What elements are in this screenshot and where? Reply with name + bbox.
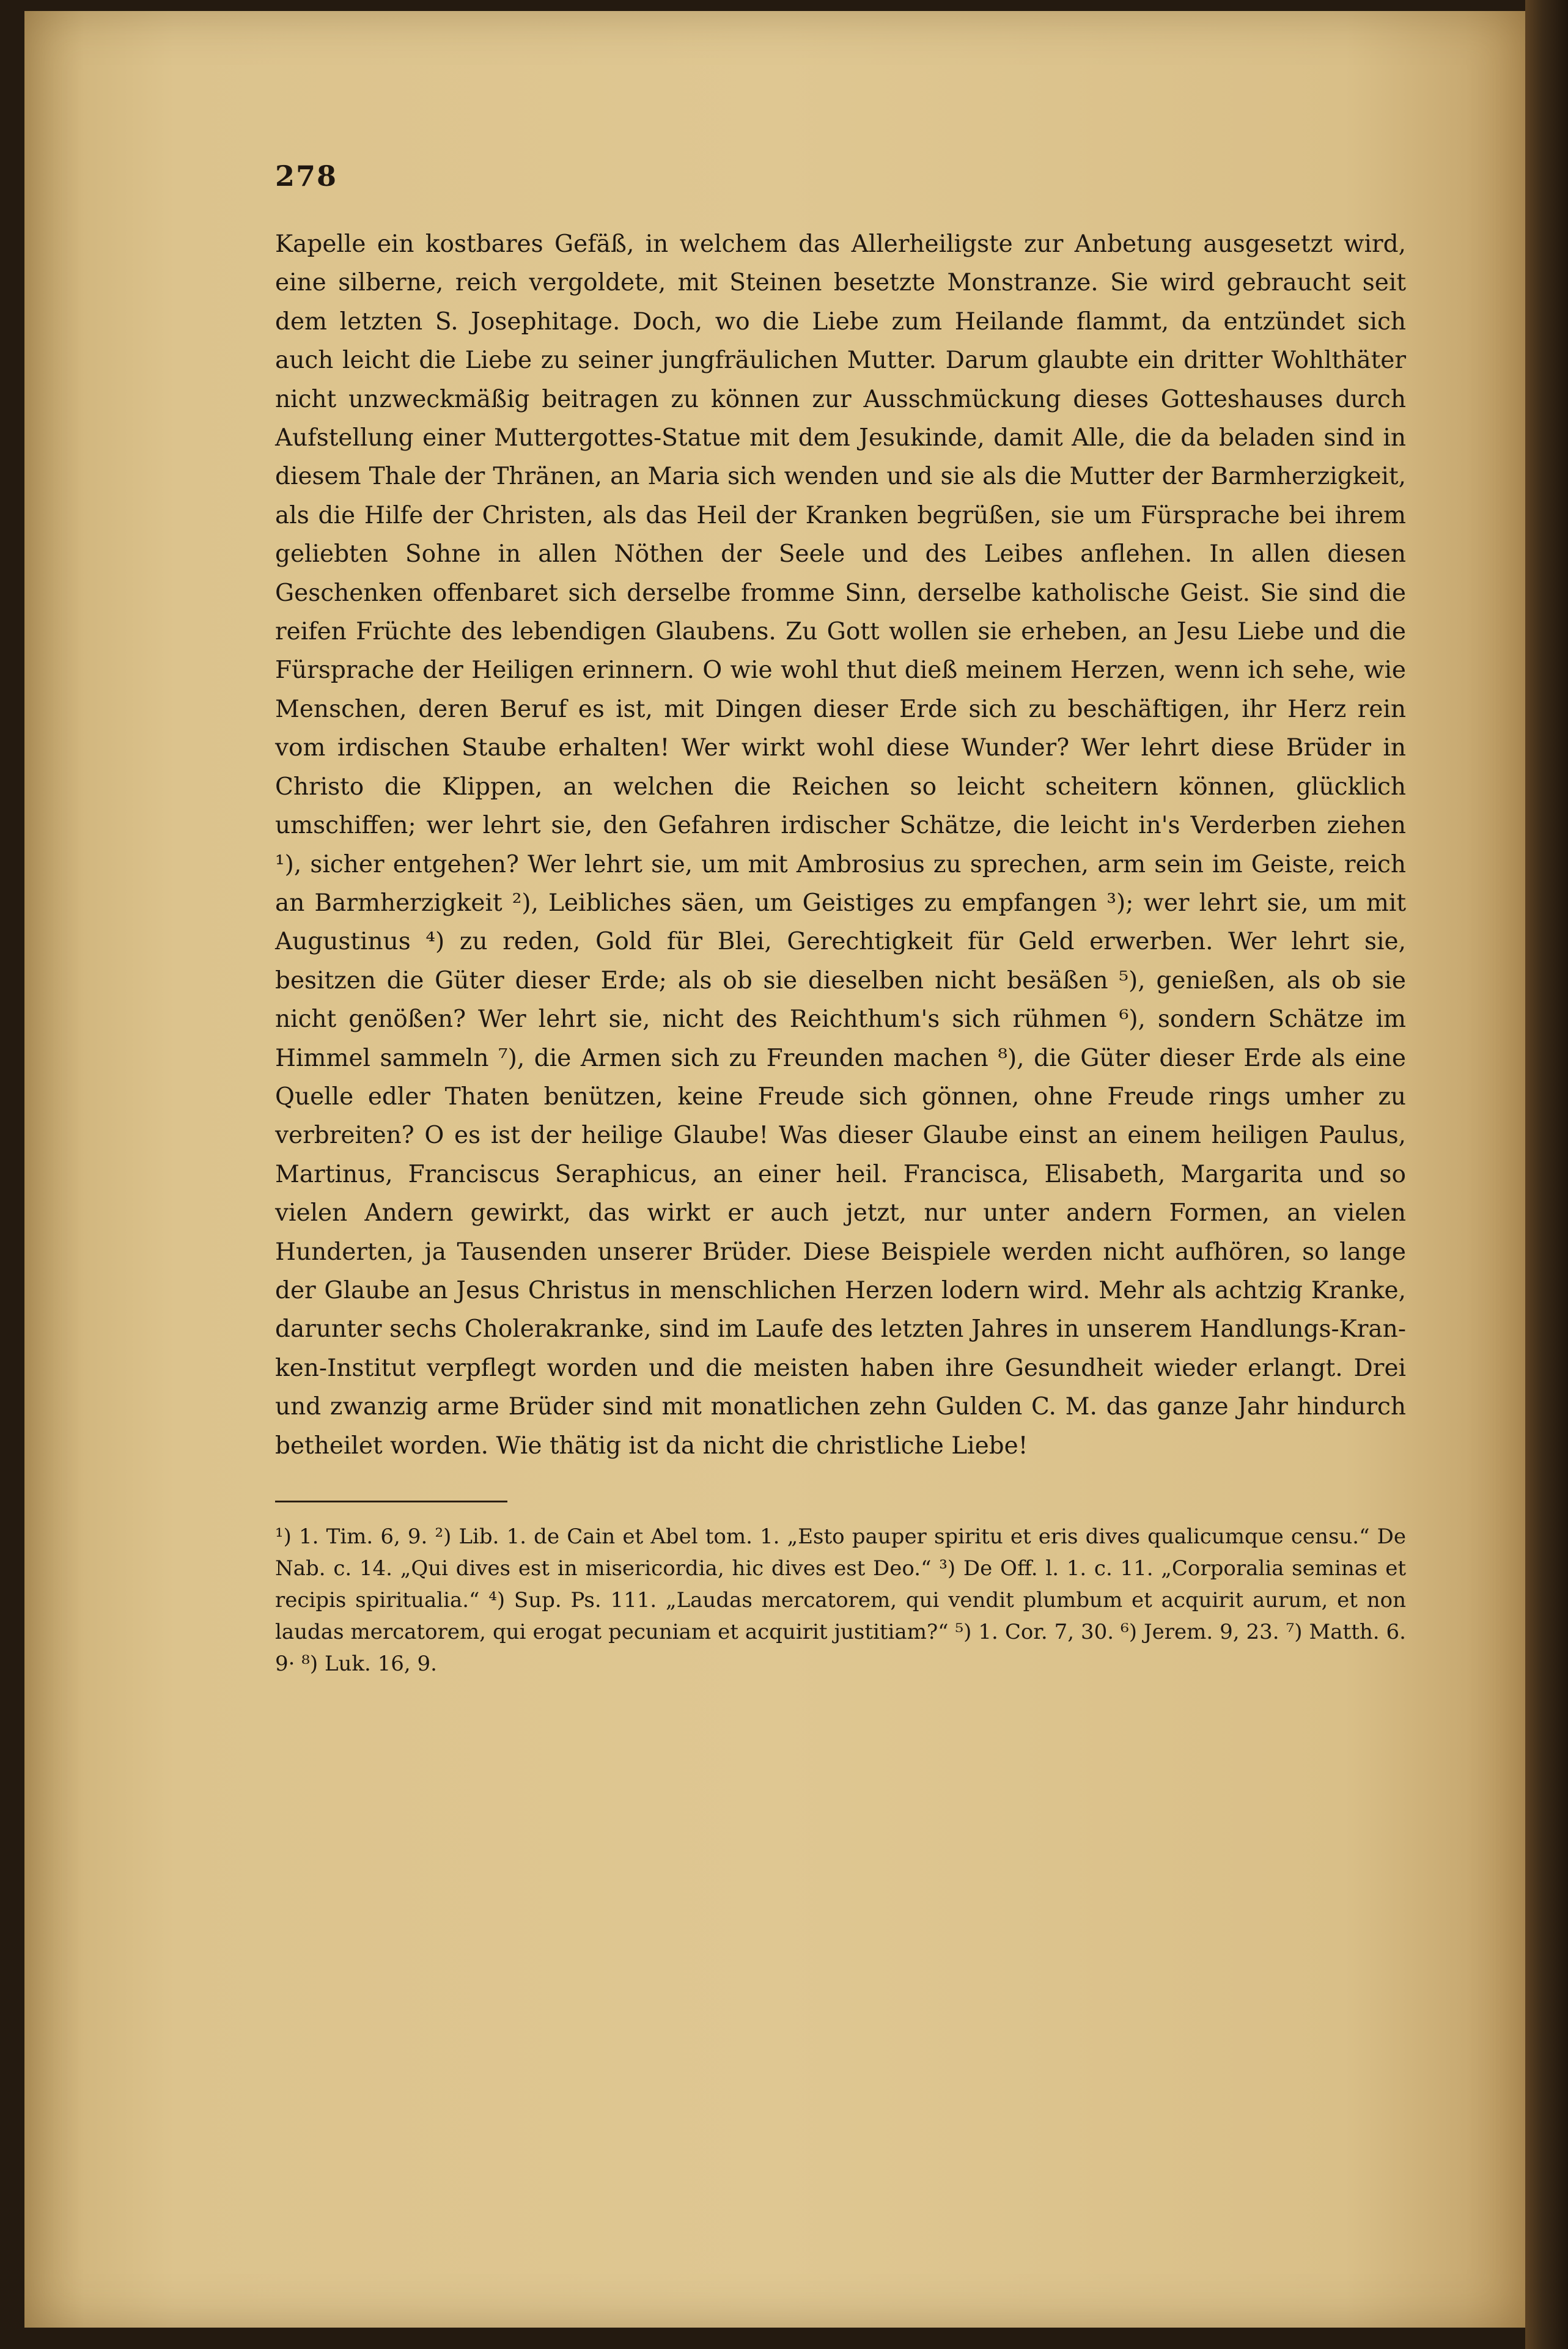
book-edge [1525, 0, 1568, 2349]
page-content [275, 158, 1406, 1680]
footnotes: ¹) 1. Tim. 6, 9. ²) Lib. 1. de Cain et Abel tom. 1. „Esto pauper spiritu et eris dives qualicumque censu.“ De Nab. c. 14. „Qui dives est in misericordia, hic dives est Deo.“ ³) De Off. l. 1. c. 11. „Corporalia seminas et recipis spiritualia.“ ⁴) Sup. Ps. 111. „Laudas mercatorem, qui vendit plumbum et acquirit aurum, et non laudas mercatorem, qui erogat pecuniam et acquirit justitiam?“ ⁵) 1. Cor. 7, 30. ⁶) Jerem. 9, 23. ⁷) Matth. 6. 9· ⁸) Luk. 16, 9. [275, 1524, 1406, 1676]
body-paragraph: Kapelle ein kostbares Gefäß, in welchem das Allerheiligste zur Anbetung ausgesetzt wird, eine silberne, reich vergoldete, mit Steinen besetzte Monstranze. Sie wird gebraucht seit dem letzten S. Josephitage. Doch, wo die Liebe zum Heilande flammt, da entzündet sich auch leicht die Liebe zu seiner jungfräulichen Mutter. Darum glaubte ein dritter Wohlthäter nicht unzweckmäßig beitragen zu können zur Ausschmückung dieses Gotteshauses durch Aufstellung einer Muttergottes-Statue mit dem Jesukinde, damit Alle, die da beladen sind in diesem Thale der Thränen, an Maria sich wenden und sie als die Mutter der Barmherzigkeit, als die Hilfe der Christen, als das Heil der Kranken begrüßen, sie um Fürsprache bei ihrem geliebten Sohne in allen Nöthen der Seele und des Leibes anflehen. In allen diesen Geschenken offenbaret sich derselbe fromme Sinn, derselbe katholische Geist. Sie sind die reifen Früchte des lebendigen Glaubens. Zu Gott wollen sie erheben, an Jesu Liebe und die Fürsprache der Heiligen erinnern. O wie wohl thut dieß meinem Herzen, wenn ich sehe, wie Menschen, deren Beruf es ist, mit Dingen dieser Erde sich zu beschäftigen, ihr Herz rein vom irdischen Staube erhalten! Wer wirkt wohl diese Wunder? Wer lehrt diese Brüder in Christo die Klippen, an welchen die Reichen so leicht scheitern können, glücklich umschiffen; wer lehrt sie, den Gefahren irdischer Schätze, die leicht in's Verderben ziehen ¹), sicher entgehen? Wer lehrt sie, um mit Ambrosius zu sprechen, arm sein im Geiste, reich an Barmherzigkeit ²), Leibliches säen, um Geistiges zu empfangen ³); wer lehrt sie, um mit Augustinus ⁴) zu reden, Gold für Blei, Gerechtigkeit für Geld erwerben. Wer lehrt sie, besitzen die Güter dieser Erde; als ob sie dieselben nicht besäßen ⁵), genießen, als ob sie nicht genößen? Wer lehrt sie, nicht des Reichthum's sich rühmen ⁶), sondern Schätze im Himmel sammeln ⁷), die Armen sich zu Freunden machen ⁸), die Güter dieser Erde als eine Quelle edler Thaten benützen, keine Freude sich gönnen, ohne Freude rings umher zu verbreiten? O es ist der heilige Glaube! Was dieser Glaube einst an einem heiligen Paulus, Martinus, Franciscus Seraphicus, an einer heil. Francisca, Elisabeth, Margarita und so vielen Andern gewirkt, das wirkt er auch jetzt, nur unter andern Formen, an vielen Hunderten, ja Tausenden unserer Brüder. Diese Beispiele werden nicht aufhören, so lange der Glaube an Jesus Christus in menschlichen Herzen lodern wird. Mehr als achtzig Kranke, darunter sechs Cholerakranke, sind im Laufe des letzten Jahres in unserem Handlungs-Kranken-Institut verpflegt worden und die meisten haben ihre Gesundheit wieder erlangt. Drei und zwanzig arme Brüder sind mit monatlichen zehn Gulden C. M. das ganze Jahr hindurch betheilet worden. Wie thätig ist da nicht die christliche Liebe! [275, 230, 1406, 1460]
footnote-rule [275, 1501, 507, 1502]
page-number: 278 [275, 160, 338, 193]
book-page [24, 11, 1525, 2328]
